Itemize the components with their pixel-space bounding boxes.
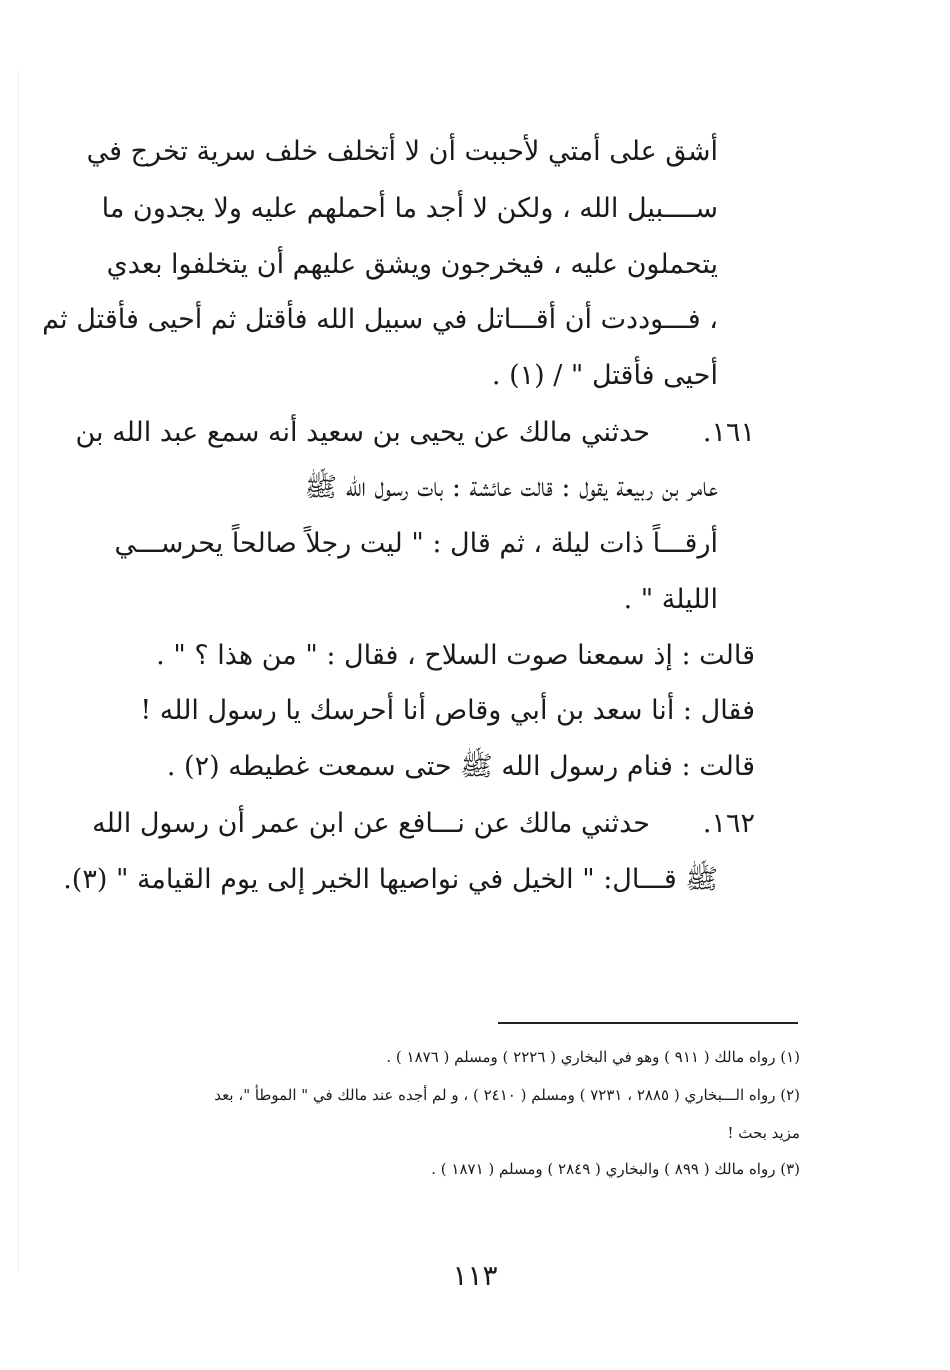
footnote-separator [498,1022,798,1024]
text-line: ، فـــوددت أن أقـــاتل في سبيل الله فأقتل ثم أحيى فأقتل ثم [42,304,718,335]
footnote: مزيد بحث ! [727,1124,800,1142]
footnote: (١) رواه مالك ( ٩١١ ) وهو في البخاري ( ٢٢٢٦ ) ومسلم ( ١٨٧٦ ) . [386,1048,800,1066]
hadith-first-line: حدثني مالك عن يحيى بن سعيد أنه سمع عبد الله بن [75,417,650,448]
text-line: أرقـــاً ذات ليلة ، ثم قال : " ليت رجلاً صالحاً يحرســـي [114,528,718,559]
text-line: الليلة " . [623,584,718,615]
text-line: ﷺ قـــال: " الخيل في نواصيها الخير إلى يوم القيامة " (٣). [63,864,718,895]
text-line: أحيى فأقتل " / (١) . [491,360,718,391]
text-line: أشق على أمتي لأحببت أن لا أتخلف خلف سرية تخرج في [86,136,718,167]
scan-edge [18,70,19,1270]
hadith-number: ١٦١. [702,417,755,448]
text-line: قالت : إذ سمعنا صوت السلاح ، فقال : " من هذا ؟ " . [156,640,755,671]
text-line: عامر بن ربيعة يقول : قالت عائشة : بات رسول الله ﷺ [304,472,718,503]
hadith-first-line: حدثني مالك عن نـــافع عن ابن عمر أن رسول الله [92,808,650,839]
page-number: ١١٣ [452,1259,498,1292]
footnote: (٣) رواه مالك ( ٨٩٩ ) والبخاري ( ٢٨٤٩ ) ومسلم ( ١٨٧١ ) . [431,1160,800,1178]
text-line: ســــبيل الله ، ولكن لا أجد ما أحملهم عليه ولا يجدون ما [101,193,718,224]
text-line: قالت : فنام رسول الله ﷺ حتى سمعت غطيطه (٢) . [166,751,755,782]
footnote: (٢) رواه الـــبخاري ( ٢٨٨٥ ، ٧٢٣١ ) ومسلم ( ٢٤١٠ ) ، و لم أجده عند مالك في " الموطأ "، بعد [214,1086,800,1104]
text-line: فقال : أنا سعد بن أبي وقاص أنا أحرسك يا رسول الله ! [140,695,755,726]
text-line: يتحملون عليه ، فيخرجون ويشق عليهم أن يتخلفوا بعدي [106,249,718,280]
hadith-number: ١٦٢. [702,808,755,839]
